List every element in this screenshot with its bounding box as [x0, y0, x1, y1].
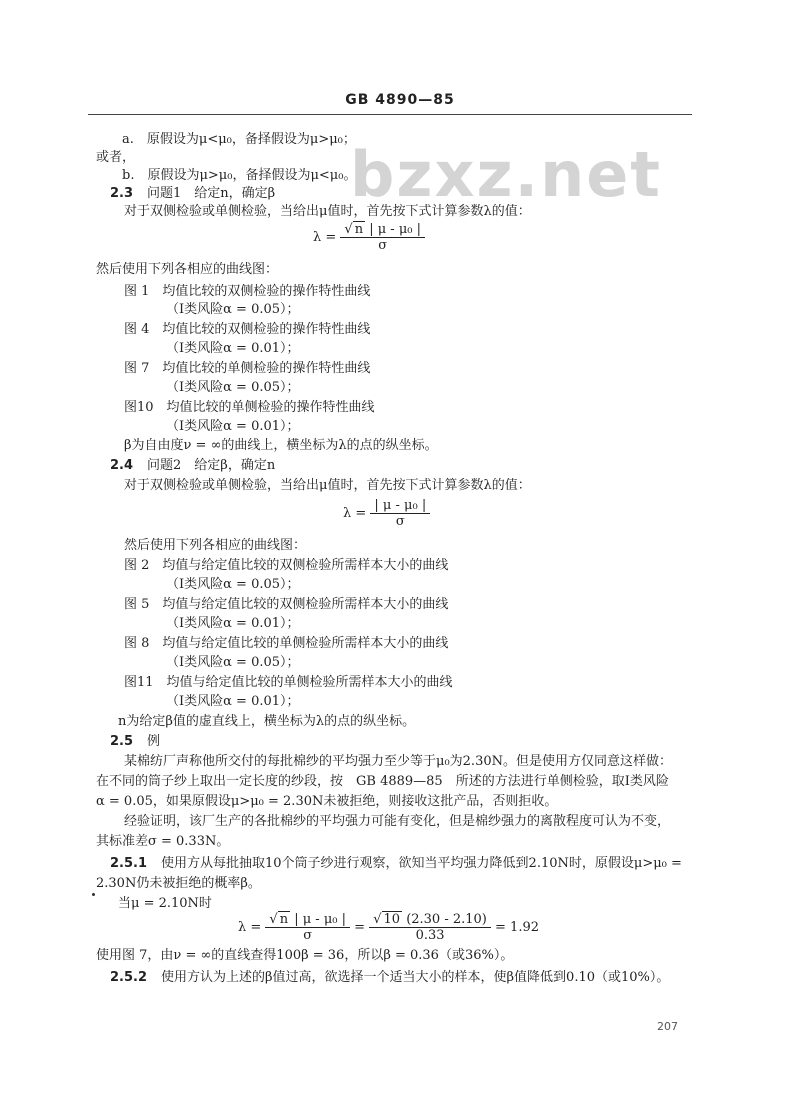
formula-lambda-2	[343, 498, 430, 529]
sqrt-term: n	[354, 222, 364, 237]
figure-ref: 图11 均值与给定值比较的单侧检验所需样本大小的曲线	[124, 675, 453, 690]
fraction: $\frac{\text{√ n | μ - μ₀ |}}{\sigma}$	[340, 222, 425, 253]
paragraph: n为给定β值的虚直线上，横坐标为λ的点的纵坐标。	[118, 714, 416, 729]
paragraph: 对于双侧检验或单侧检验，当给出μ值时，首先按下式计算参数λ的值：	[124, 478, 531, 493]
figure-risk: （Ⅰ类风险α = 0.01）；	[166, 341, 300, 356]
paragraph: 使用图 7，由ν = ∞的直线查得100β = 36，所以β = 0.36（或36%）。	[96, 948, 514, 963]
numerator: | μ - μ₀ |	[369, 222, 422, 237]
paragraph: 某棉纺厂声称他所交付的每批棉纱的平均强力至少等于μ₀为2.30N。但是使用方仅同意这样做：	[124, 754, 672, 769]
item-b: b. 原假设为μ>μ₀，备择假设为μ<μ₀。	[122, 168, 357, 183]
denominator: 0.33	[415, 928, 445, 943]
paragraph: β为自由度ν = ∞的曲线上，横坐标为λ的点的纵坐标。	[124, 438, 438, 453]
section-text: 使用方认为上述的β值过高，欲选择一个适当大小的样本，使β值降低到0.10（或10%）。	[161, 970, 670, 985]
numerator: (2.30 - 2.10)	[406, 912, 487, 927]
section-number: 2.5.2	[110, 970, 148, 985]
figure-ref: 图 5 均值与给定值比较的双侧检验所需样本大小的曲线	[124, 597, 449, 612]
figure-risk: （Ⅰ类风险α = 0.01）；	[166, 694, 300, 709]
figure-risk: （Ⅰ类风险α = 0.01）；	[166, 616, 300, 631]
section-title: 例	[147, 734, 161, 749]
denominator: σ	[303, 928, 313, 943]
paragraph: 然后使用下列各相应的曲线图：	[96, 262, 279, 277]
item-a: a. 原假设为μ<μ₀，备择假设为μ>μ₀；	[122, 132, 356, 147]
section-number: 2.5	[110, 734, 134, 749]
fraction	[370, 498, 430, 529]
section-number: 2.4	[110, 458, 134, 473]
numerator: | μ - μ₀ |	[294, 912, 347, 927]
paragraph: α = 0.05，如果原假设μ>μ₀ = 2.30N未被拒绝，则接收这批产品，否则拒收。	[96, 794, 558, 809]
section-title: 问题2 给定β，确定n	[147, 458, 276, 473]
equals-sign: =	[354, 920, 366, 935]
section-2-5-1	[110, 856, 682, 872]
formula-lhs: λ =	[343, 506, 367, 521]
paragraph: 经验证明，该厂生产的各批棉纱的平均强力可能有变化，但是棉纱强力的离散程度可认为不变，	[124, 814, 671, 829]
formula-result: = 1.92	[495, 920, 540, 935]
section-title: 问题1 给定n，确定β	[147, 186, 276, 201]
section-2-5-2	[110, 970, 669, 986]
section-2-5	[110, 734, 160, 750]
paragraph: 2.30N仍未被拒绝的概率β。	[96, 876, 261, 891]
formula-lhs: λ =	[313, 230, 337, 245]
section-2-4	[110, 458, 275, 474]
paragraph: 然后使用下列各相应的曲线图：	[124, 538, 307, 553]
figure-risk: （Ⅰ类风险α = 0.01）；	[166, 419, 300, 434]
figure-risk: （Ⅰ类风险α = 0.05）；	[166, 380, 300, 395]
paragraph: 对于双侧检验或单侧检验，当给出μ值时，首先按下式计算参数λ的值：	[124, 204, 531, 219]
fraction: $\frac{\text{√ n | μ - μ₀ |}}{\sigma}$	[265, 912, 350, 943]
sqrt-term: 10	[383, 912, 401, 927]
header-rule	[88, 114, 692, 115]
section-text: 使用方从每批抽取10个筒子纱进行观察，欲知当平均强力降低到2.10N时，原假设μ>μ₀ =	[161, 856, 682, 871]
figure-ref: 图10 均值比较的单侧检验的操作特性曲线	[124, 400, 375, 415]
paragraph: 在不同的筒子纱上取出一定长度的纱段，按 GB 4889—85 所述的方法进行单侧检验，取Ⅰ类风险	[96, 774, 669, 789]
paragraph: 当μ = 2.10N时	[118, 896, 212, 911]
figure-ref: 图 1 均值比较的双侧检验的操作特性曲线	[124, 284, 371, 299]
formula-lambda-3	[238, 912, 539, 943]
figure-ref: 图 7 均值比较的单侧检验的操作特性曲线	[124, 361, 371, 376]
page-header: GB 4890—85	[345, 92, 455, 108]
paragraph: 其标准差σ = 0.33N。	[96, 834, 230, 849]
figure-risk: （Ⅰ类风险α = 0.05）；	[166, 577, 300, 592]
sqrt-term: n	[279, 912, 289, 927]
section-2-3	[110, 186, 275, 202]
numerator: | μ - μ₀ |	[370, 498, 430, 514]
scan-dot	[92, 893, 95, 896]
fraction: $\frac{√ 10 (2.30 - 2.10)}{0.33}$	[369, 912, 491, 943]
figure-ref: 图 2 均值与给定值比较的双侧检验所需样本大小的曲线	[124, 558, 449, 573]
figure-ref: 图 8 均值与给定值比较的单侧检验所需样本大小的曲线	[124, 636, 449, 651]
figure-ref: 图 4 均值比较的双侧检验的操作特性曲线	[124, 322, 371, 337]
formula-lhs: λ =	[238, 920, 262, 935]
section-number: 2.5.1	[110, 856, 148, 871]
page-number: 207	[657, 1020, 678, 1033]
figure-risk: （Ⅰ类风险α = 0.05）；	[166, 655, 300, 670]
denominator: σ	[395, 514, 405, 529]
figure-risk: （Ⅰ类风险α = 0.05）；	[166, 302, 300, 317]
denominator: σ	[378, 238, 388, 253]
or-text: 或者，	[96, 150, 136, 165]
formula-lambda-1	[313, 222, 425, 253]
watermark: bzxz.net	[350, 138, 662, 211]
section-number: 2.3	[110, 186, 134, 201]
